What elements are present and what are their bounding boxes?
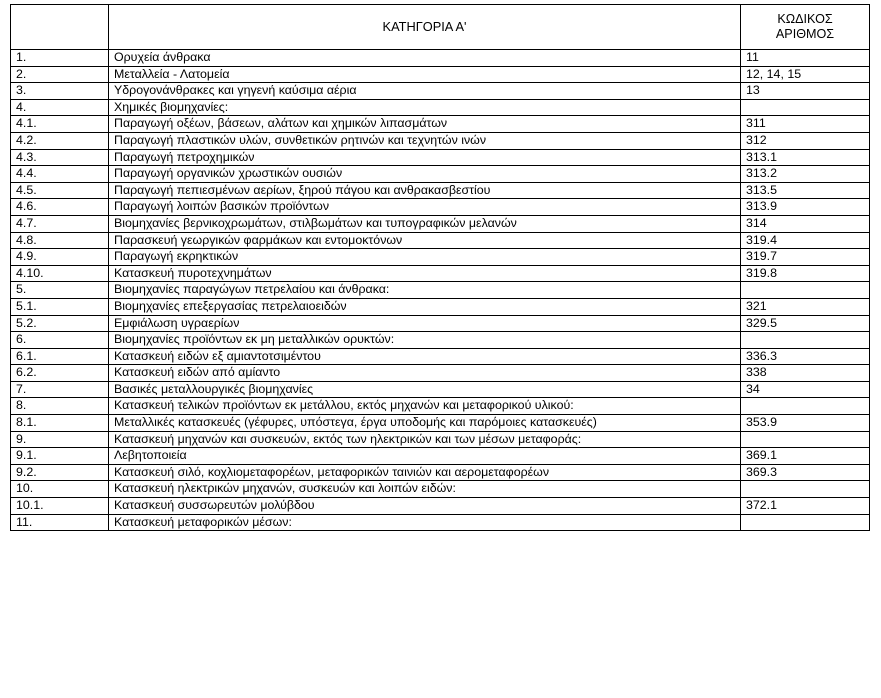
- row-number: 4.6.: [11, 199, 109, 216]
- row-description: Παραγωγή πλαστικών υλών, συνθετικών ρητινών και τεχνητών ινών: [109, 132, 741, 149]
- row-description: Υδρογονάνθρακες και γηγενή καύσιμα αέρια: [109, 83, 741, 100]
- table-row: [11, 116, 870, 133]
- row-number: 10.: [11, 481, 109, 498]
- row-description: Κατασκευή ηλεκτρικών μηχανών, συσκευών και λοιπών ειδών:: [109, 481, 741, 498]
- row-number: 4.10.: [11, 265, 109, 282]
- row-number: 8.1.: [11, 415, 109, 432]
- table-row: [11, 481, 870, 498]
- row-number: 4.9.: [11, 249, 109, 266]
- table-row: [11, 265, 870, 282]
- row-code: [741, 332, 870, 349]
- header-code-line1: ΚΩΔΙΚΟΣ: [777, 12, 833, 26]
- row-description: Κατασκευή πυροτεχνημάτων: [109, 265, 741, 282]
- table-row: [11, 348, 870, 365]
- row-number: 9.1.: [11, 448, 109, 465]
- row-number: 4.7.: [11, 215, 109, 232]
- row-code: 313.2: [741, 166, 870, 183]
- table-row: [11, 365, 870, 382]
- table-row: [11, 182, 870, 199]
- row-description: Παρασκευή γεωργικών φαρμάκων και εντομοκτόνων: [109, 232, 741, 249]
- row-description: Μεταλλεία - Λατομεία: [109, 66, 741, 83]
- row-number: 4.8.: [11, 232, 109, 249]
- row-code: 321: [741, 298, 870, 315]
- table-row: [11, 381, 870, 398]
- table-row: [11, 415, 870, 432]
- row-description: Παραγωγή εκρηκτικών: [109, 249, 741, 266]
- table-row: [11, 66, 870, 83]
- row-description: Κατασκευή μεταφορικών μέσων:: [109, 514, 741, 531]
- row-code: 11: [741, 50, 870, 67]
- row-description: Λεβητοποιεία: [109, 448, 741, 465]
- table-row: [11, 298, 870, 315]
- row-code: [741, 481, 870, 498]
- row-number: 8.: [11, 398, 109, 415]
- row-number: 1.: [11, 50, 109, 67]
- table-row: [11, 249, 870, 266]
- row-description: Ορυχεία άνθρακα: [109, 50, 741, 67]
- document-page: [10, 4, 869, 531]
- row-code: 338: [741, 365, 870, 382]
- row-number: 4.5.: [11, 182, 109, 199]
- row-code: 313.5: [741, 182, 870, 199]
- row-code: 353.9: [741, 415, 870, 432]
- row-code: 319.8: [741, 265, 870, 282]
- row-description: Παραγωγή πετροχημικών: [109, 149, 741, 166]
- row-number: 11.: [11, 514, 109, 531]
- table-header: [11, 5, 870, 50]
- row-description: Παραγωγή οργανικών χρωστικών ουσιών: [109, 166, 741, 183]
- row-description: Κατασκευή ειδών από αμίαντο: [109, 365, 741, 382]
- row-number: 6.: [11, 332, 109, 349]
- row-description: Παραγωγή λοιπών βασικών προϊόντων: [109, 199, 741, 216]
- table-row: [11, 215, 870, 232]
- row-description: Παραγωγή πεπιεσμένων αερίων, ξηρού πάγου και ανθρακασβεστίου: [109, 182, 741, 199]
- row-code: 13: [741, 83, 870, 100]
- header-row: [11, 5, 870, 50]
- table-body: [11, 50, 870, 531]
- table-row: [11, 448, 870, 465]
- row-number: 4.4.: [11, 166, 109, 183]
- row-number: 7.: [11, 381, 109, 398]
- row-code: [741, 514, 870, 531]
- table-row: [11, 398, 870, 415]
- row-description: Βιομηχανίες παραγώγων πετρελαίου και άνθρακα:: [109, 282, 741, 299]
- row-code: 319.7: [741, 249, 870, 266]
- header-code: [741, 5, 870, 50]
- row-code: 319.4: [741, 232, 870, 249]
- row-description: Εμφιάλωση υγραερίων: [109, 315, 741, 332]
- row-description: Κατασκευή συσσωρευτών μολύβδου: [109, 498, 741, 515]
- row-code: 329.5: [741, 315, 870, 332]
- row-description: Βιομηχανίες επεξεργασίας πετρελαιοειδών: [109, 298, 741, 315]
- row-code: 312: [741, 132, 870, 149]
- row-number: 6.1.: [11, 348, 109, 365]
- table-row: [11, 232, 870, 249]
- row-number: 5.: [11, 282, 109, 299]
- table-row: [11, 514, 870, 531]
- row-code: [741, 431, 870, 448]
- row-description: Χημικές βιομηχανίες:: [109, 99, 741, 116]
- row-description: Μεταλλικές κατασκευές (γέφυρες, υπόστεγα, έργα υποδομής και παρόμοιες κατασκευές): [109, 415, 741, 432]
- table-row: [11, 464, 870, 481]
- table-row: [11, 50, 870, 67]
- row-description: Κατασκευή τελικών προϊόντων εκ μετάλλου, εκτός μηχανών και μεταφορικού υλικού:: [109, 398, 741, 415]
- row-code: 369.3: [741, 464, 870, 481]
- row-number: 3.: [11, 83, 109, 100]
- row-description: Κατασκευή σιλό, κοχλιομεταφορέων, μεταφορικών ταινιών και αερομεταφορέων: [109, 464, 741, 481]
- row-number: 6.2.: [11, 365, 109, 382]
- row-number: 4.1.: [11, 116, 109, 133]
- row-code: 12, 14, 15: [741, 66, 870, 83]
- row-number: 9.: [11, 431, 109, 448]
- row-number: 2.: [11, 66, 109, 83]
- row-code: 336.3: [741, 348, 870, 365]
- header-code-line2: ΑΡΙΘΜΟΣ: [775, 27, 835, 41]
- table-row: [11, 83, 870, 100]
- table-row: [11, 498, 870, 515]
- row-number: 5.1.: [11, 298, 109, 315]
- header-category: ΚΑΤΗΓΟΡΙΑ Α': [109, 5, 741, 50]
- table-row: [11, 332, 870, 349]
- row-code: 313.1: [741, 149, 870, 166]
- table-row: [11, 199, 870, 216]
- table-row: [11, 166, 870, 183]
- row-code: 372.1: [741, 498, 870, 515]
- row-description: Βιομηχανίες προϊόντων εκ μη μεταλλικών ορυκτών:: [109, 332, 741, 349]
- row-description: Παραγωγή οξέων, βάσεων, αλάτων και χημικών λιπασμάτων: [109, 116, 741, 133]
- row-number: 4.: [11, 99, 109, 116]
- table-row: [11, 149, 870, 166]
- row-description: Κατασκευή ειδών εξ αμιαντοτσιμέντου: [109, 348, 741, 365]
- row-code: 311: [741, 116, 870, 133]
- row-code: 313.9: [741, 199, 870, 216]
- category-table: [10, 4, 870, 531]
- row-code: 34: [741, 381, 870, 398]
- header-number: [11, 5, 109, 50]
- row-code: [741, 99, 870, 116]
- row-code: [741, 398, 870, 415]
- table-row: [11, 282, 870, 299]
- row-code: 314: [741, 215, 870, 232]
- row-number: 5.2.: [11, 315, 109, 332]
- row-description: Βασικές μεταλλουργικές βιομηχανίες: [109, 381, 741, 398]
- row-code: 369.1: [741, 448, 870, 465]
- row-number: 10.1.: [11, 498, 109, 515]
- row-number: 4.2.: [11, 132, 109, 149]
- table-row: [11, 315, 870, 332]
- table-row: [11, 431, 870, 448]
- row-description: Βιομηχανίες βερνικοχρωμάτων, στιλβωμάτων και τυπογραφικών μελανών: [109, 215, 741, 232]
- row-description: Κατασκευή μηχανών και συσκευών, εκτός των ηλεκτρικών και των μέσων μεταφοράς:: [109, 431, 741, 448]
- table-row: [11, 132, 870, 149]
- row-number: 4.3.: [11, 149, 109, 166]
- row-number: 9.2.: [11, 464, 109, 481]
- table-row: [11, 99, 870, 116]
- row-code: [741, 282, 870, 299]
